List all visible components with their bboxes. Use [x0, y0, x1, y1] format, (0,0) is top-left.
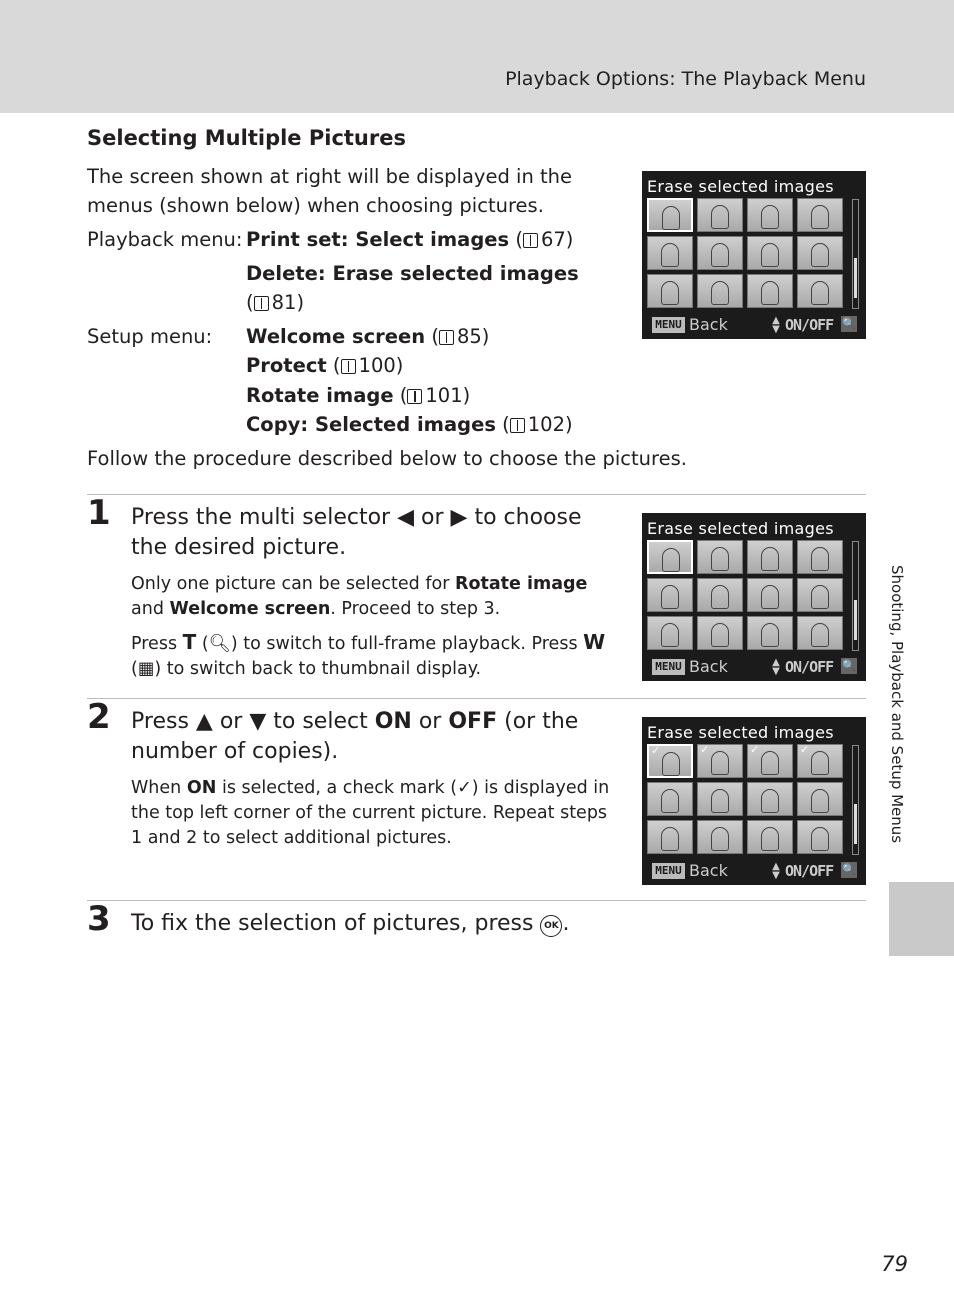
thumbnail-figure: [761, 751, 779, 775]
menu-item-delete: Delete: Erase selected images: [246, 262, 579, 285]
scrollbar: [852, 745, 859, 855]
thumbnail: [747, 578, 793, 612]
book-icon: [341, 359, 356, 374]
thumbnail: [697, 616, 743, 650]
step-number: 1: [87, 493, 111, 533]
menu-item-rotate: Rotate image ( 101): [246, 384, 471, 407]
thumbnail: [747, 274, 793, 308]
thumbnail-figure: [811, 827, 829, 851]
scrollbar: [852, 541, 859, 651]
camera-screen-1: [642, 171, 866, 339]
thumbnail: [797, 540, 843, 574]
thumbnail-figure: [711, 751, 729, 775]
zoom-icon: 🔍: [842, 863, 856, 876]
thumbnail: [797, 616, 843, 650]
thumbnail-figure: [761, 281, 779, 305]
thumbnail: [747, 782, 793, 816]
thumbnail: [697, 744, 743, 778]
thumbnail: [647, 578, 693, 612]
thumbnail: [697, 198, 743, 232]
thumbnail-figure: [811, 547, 829, 571]
thumbnail: [697, 578, 743, 612]
thumbnail-icon: ▦: [137, 659, 155, 679]
divider: [87, 494, 866, 495]
thumbnail: [797, 578, 843, 612]
up-arrow-icon: ▲: [195, 709, 213, 734]
up-down-icon: ▲ ▼: [772, 861, 780, 881]
thumbnail-figure: [711, 585, 729, 609]
thumbnail-figure: [711, 205, 729, 229]
thumbnail-figure: [761, 623, 779, 647]
step-number: 2: [87, 697, 111, 737]
thumbnail-figure: [811, 751, 829, 775]
thumbnail-figure: [811, 243, 829, 267]
intro-text: The screen shown at right will be displayed in the menus (shown below) when choosing pictures.: [87, 165, 573, 217]
thumbnail-figure: [661, 827, 679, 851]
step-number: 3: [87, 899, 111, 939]
follow-text: Follow the procedure described below to choose the pictures.: [87, 447, 687, 470]
ok-button-icon: OK: [540, 915, 562, 937]
thumbnail: [747, 616, 793, 650]
screen-footer: [642, 859, 866, 885]
thumbnail-figure: [711, 243, 729, 267]
thumbnail-figure: [761, 547, 779, 571]
thumbnail: [647, 274, 693, 308]
menu-item-welcome: Welcome screen ( 85): [246, 325, 490, 348]
book-icon: [254, 296, 269, 311]
menu-icon: MENU: [652, 659, 685, 675]
thumbnail: [747, 744, 793, 778]
thumbnail: [797, 198, 843, 232]
thumbnail: [747, 540, 793, 574]
menu-item-protect: Protect ( 100): [246, 354, 404, 377]
left-arrow-icon: ◀: [397, 505, 415, 530]
down-arrow-icon: ▼: [249, 709, 267, 734]
thumbnail-grid: [647, 198, 849, 311]
step-1-note-2: Press T (🔍︎) to switch to full-frame playback. Press W (▦) to switch back to thumbnail display.: [131, 630, 606, 679]
zoom-icon: 🔍: [842, 659, 856, 672]
thumbnail: [797, 782, 843, 816]
thumbnail: [797, 820, 843, 854]
check-mark-icon: ✓: [800, 743, 810, 756]
thumbnail: [647, 782, 693, 816]
screen-footer: [642, 313, 866, 339]
thumbnail-grid: [647, 540, 849, 653]
thumbnail-figure: [811, 623, 829, 647]
thumbnail-figure: [662, 206, 680, 230]
step-1-note-1: Only one picture can be selected for Rotate image and Welcome screen. Proceed to step 3.: [131, 574, 588, 619]
thumbnail-figure: [811, 281, 829, 305]
thumbnail: [797, 274, 843, 308]
onoff-label: ON/OFF: [785, 658, 834, 676]
screen-footer: [642, 655, 866, 681]
up-down-icon: ▲ ▼: [772, 315, 780, 335]
up-down-icon: ▲ ▼: [772, 657, 780, 677]
thumbnail: [697, 274, 743, 308]
screen-title: Erase selected images: [647, 177, 834, 196]
book-icon: [510, 418, 525, 433]
screen-title: Erase selected images: [647, 519, 834, 538]
thumbnail-figure: [761, 205, 779, 229]
camera-screen-2: [642, 513, 866, 681]
side-tab: [889, 882, 954, 956]
back-label: Back: [689, 315, 728, 334]
thumbnail-figure: [811, 789, 829, 813]
running-header: Playback Options: The Playback Menu: [505, 68, 866, 90]
menu-item-print-set: Print set: Select images ( 67): [246, 228, 574, 251]
page-number: 79: [881, 1252, 908, 1276]
thumbnail: [647, 820, 693, 854]
book-icon: [523, 233, 538, 248]
thumbnail-figure: [811, 205, 829, 229]
back-label: Back: [689, 861, 728, 880]
menu-item-copy: Copy: Selected images ( 102): [246, 413, 573, 436]
thumbnail-figure: [711, 789, 729, 813]
thumbnail: [647, 198, 693, 232]
menu-icon: MENU: [652, 317, 685, 333]
camera-screen-3: [642, 717, 866, 885]
thumbnail: [747, 236, 793, 270]
thumbnail-figure: [761, 789, 779, 813]
thumbnail: [647, 616, 693, 650]
onoff-label: ON/OFF: [785, 316, 834, 334]
thumbnail-figure: [711, 547, 729, 571]
thumbnail: [647, 744, 693, 778]
thumbnail-figure: [661, 281, 679, 305]
scrollbar: [852, 199, 859, 309]
zoom-in-icon: 🔍︎: [208, 634, 231, 654]
screen-title: Erase selected images: [647, 723, 834, 742]
onoff-label: ON/OFF: [785, 862, 834, 880]
thumbnail: [697, 820, 743, 854]
thumbnail-figure: [711, 623, 729, 647]
thumbnail: [797, 236, 843, 270]
header-band: [0, 0, 954, 113]
step-1-instruction: Press the multi selector ◀ or ▶ to choose the desired picture.: [131, 505, 582, 560]
thumbnail: [697, 236, 743, 270]
thumbnail-figure: [761, 243, 779, 267]
thumbnail-figure: [661, 789, 679, 813]
section-heading: Selecting Multiple Pictures: [87, 126, 406, 150]
divider: [87, 900, 866, 901]
right-arrow-icon: ▶: [450, 505, 468, 530]
check-mark-icon: ✓: [750, 743, 760, 756]
back-label: Back: [689, 657, 728, 676]
check-mark-icon: ✓: [457, 778, 472, 798]
thumbnail: [697, 540, 743, 574]
thumbnail: [647, 540, 693, 574]
check-mark-icon: ✓: [651, 744, 661, 757]
thumbnail: [747, 198, 793, 232]
thumbnail-figure: [711, 827, 729, 851]
thumbnail: [647, 236, 693, 270]
thumbnail-figure: [811, 585, 829, 609]
book-icon: [439, 330, 454, 345]
thumbnail-figure: [711, 281, 729, 305]
step-3-instruction: To fix the selection of pictures, press OK .: [131, 911, 570, 936]
thumbnail-figure: [662, 548, 680, 572]
playback-menu-label: Playback menu:: [87, 228, 243, 251]
check-mark-icon: ✓: [700, 743, 710, 756]
menu-item-delete-ref: ( 81): [246, 291, 305, 314]
thumbnail-figure: [662, 752, 680, 776]
step-2-note: When ON is selected, a check mark (✓) is displayed in the top left corner of the current picture. Repeat steps 1 and 2 to select additional pictures.: [131, 778, 610, 848]
menu-icon: MENU: [652, 863, 685, 879]
thumbnail-figure: [661, 585, 679, 609]
book-icon: [407, 389, 422, 404]
thumbnail-grid: [647, 744, 849, 857]
thumbnail-figure: [761, 585, 779, 609]
thumbnail-figure: [761, 827, 779, 851]
side-tab-label: Shooting, Playback and Setup Menus: [888, 565, 906, 844]
thumbnail: [747, 820, 793, 854]
thumbnail: [697, 782, 743, 816]
setup-menu-label: Setup menu:: [87, 325, 213, 348]
divider: [87, 698, 866, 699]
thumbnail-figure: [661, 623, 679, 647]
zoom-icon: 🔍: [842, 317, 856, 330]
thumbnail: [797, 744, 843, 778]
step-2-instruction: Press ▲ or ▼ to select ON or OFF (or the number of copies).: [131, 709, 579, 764]
thumbnail-figure: [661, 243, 679, 267]
